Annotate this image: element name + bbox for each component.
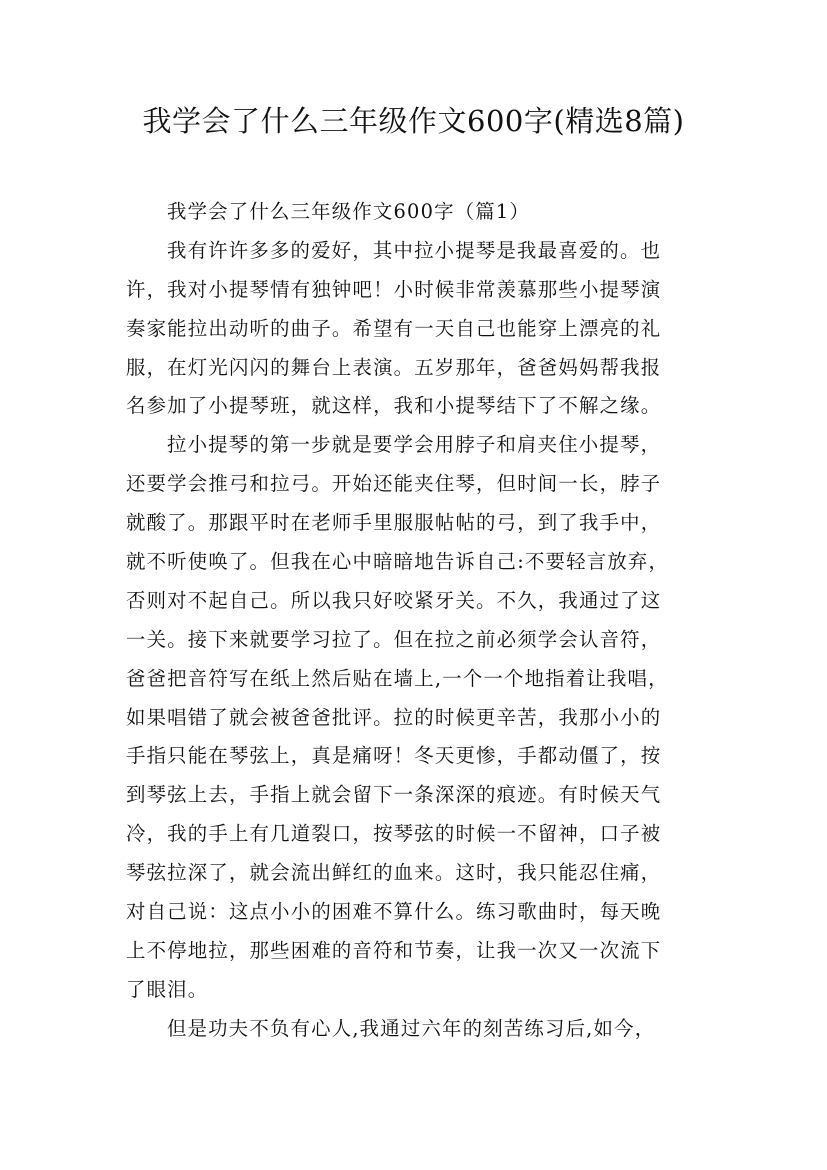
text-line: 但是功夫不负有心人,我通过六年的刻苦练习后,如今， (167, 1016, 656, 1040)
text-line: 否则对不起自己。所以我只好咬紧牙关。不久，我通过了这 (126, 588, 662, 612)
document-title: 我学会了什么三年级作文600字(精选8篇) (142, 104, 685, 138)
text-line: 就酸了。那跟平时在老师手里服服帖帖的弓，到了我手中， (126, 511, 662, 535)
section-heading: 我学会了什么三年级作文600字（篇1） (167, 200, 531, 223)
text-line: 冷，我的手上有几道裂口，按琴弦的时候一不留神，口子被 (126, 822, 662, 846)
text-line: 奏家能拉出动听的曲子。希望有一天自己也能穿上漂亮的礼 (126, 316, 662, 340)
text-line: 到琴弦上去，手指上就会留下一条深深的痕迹。有时候天气 (126, 783, 662, 807)
text-line: 我有许许多多的爱好，其中拉小提琴是我最喜爱的。也 (167, 238, 662, 262)
text-line: 名参加了小提琴班，就这样，我和小提琴结下了不解之缘。 (126, 394, 662, 418)
text-line: 琴弦拉深了，就会流出鲜红的血来。这时，我只能忍住痛， (126, 861, 662, 885)
text-line: 服，在灯光闪闪的舞台上表演。五岁那年，爸爸妈妈帮我报 (126, 355, 662, 379)
text-line: 对自己说：这点小小的困难不算什么。练习歌曲时，每天晚 (126, 900, 662, 924)
text-line: 如果唱错了就会被爸爸批评。拉的时候更辛苦，我那小小的 (126, 705, 662, 729)
text-line: 一关。接下来就要学习拉了。但在拉之前必须学会认音符， (126, 627, 662, 651)
text-line: 上不停地拉，那些困难的音符和节奏，让我一次又一次流下 (126, 938, 662, 962)
text-line: 拉小提琴的第一步就是要学会用脖子和肩夹住小提琴， (167, 433, 662, 457)
text-line: 手指只能在琴弦上，真是痛呀！冬天更惨，手都动僵了，按 (126, 744, 662, 768)
text-line: 就不听使唤了。但我在心中暗暗地告诉自己:不要轻言放弃， (126, 550, 670, 574)
essay-body (126, 193, 716, 1049)
text-line: 爸爸把音符写在纸上然后贴在墙上,一个一个地指着让我唱， (126, 666, 669, 690)
text-line: 了眼泪。 (126, 977, 209, 1001)
text-line: 还要学会推弓和拉弓。开始还能夹住琴，但时间一长，脖子 (126, 472, 662, 496)
text-line: 许，我对小提琴情有独钟吧！小时候非常羡慕那些小提琴演 (126, 277, 662, 301)
